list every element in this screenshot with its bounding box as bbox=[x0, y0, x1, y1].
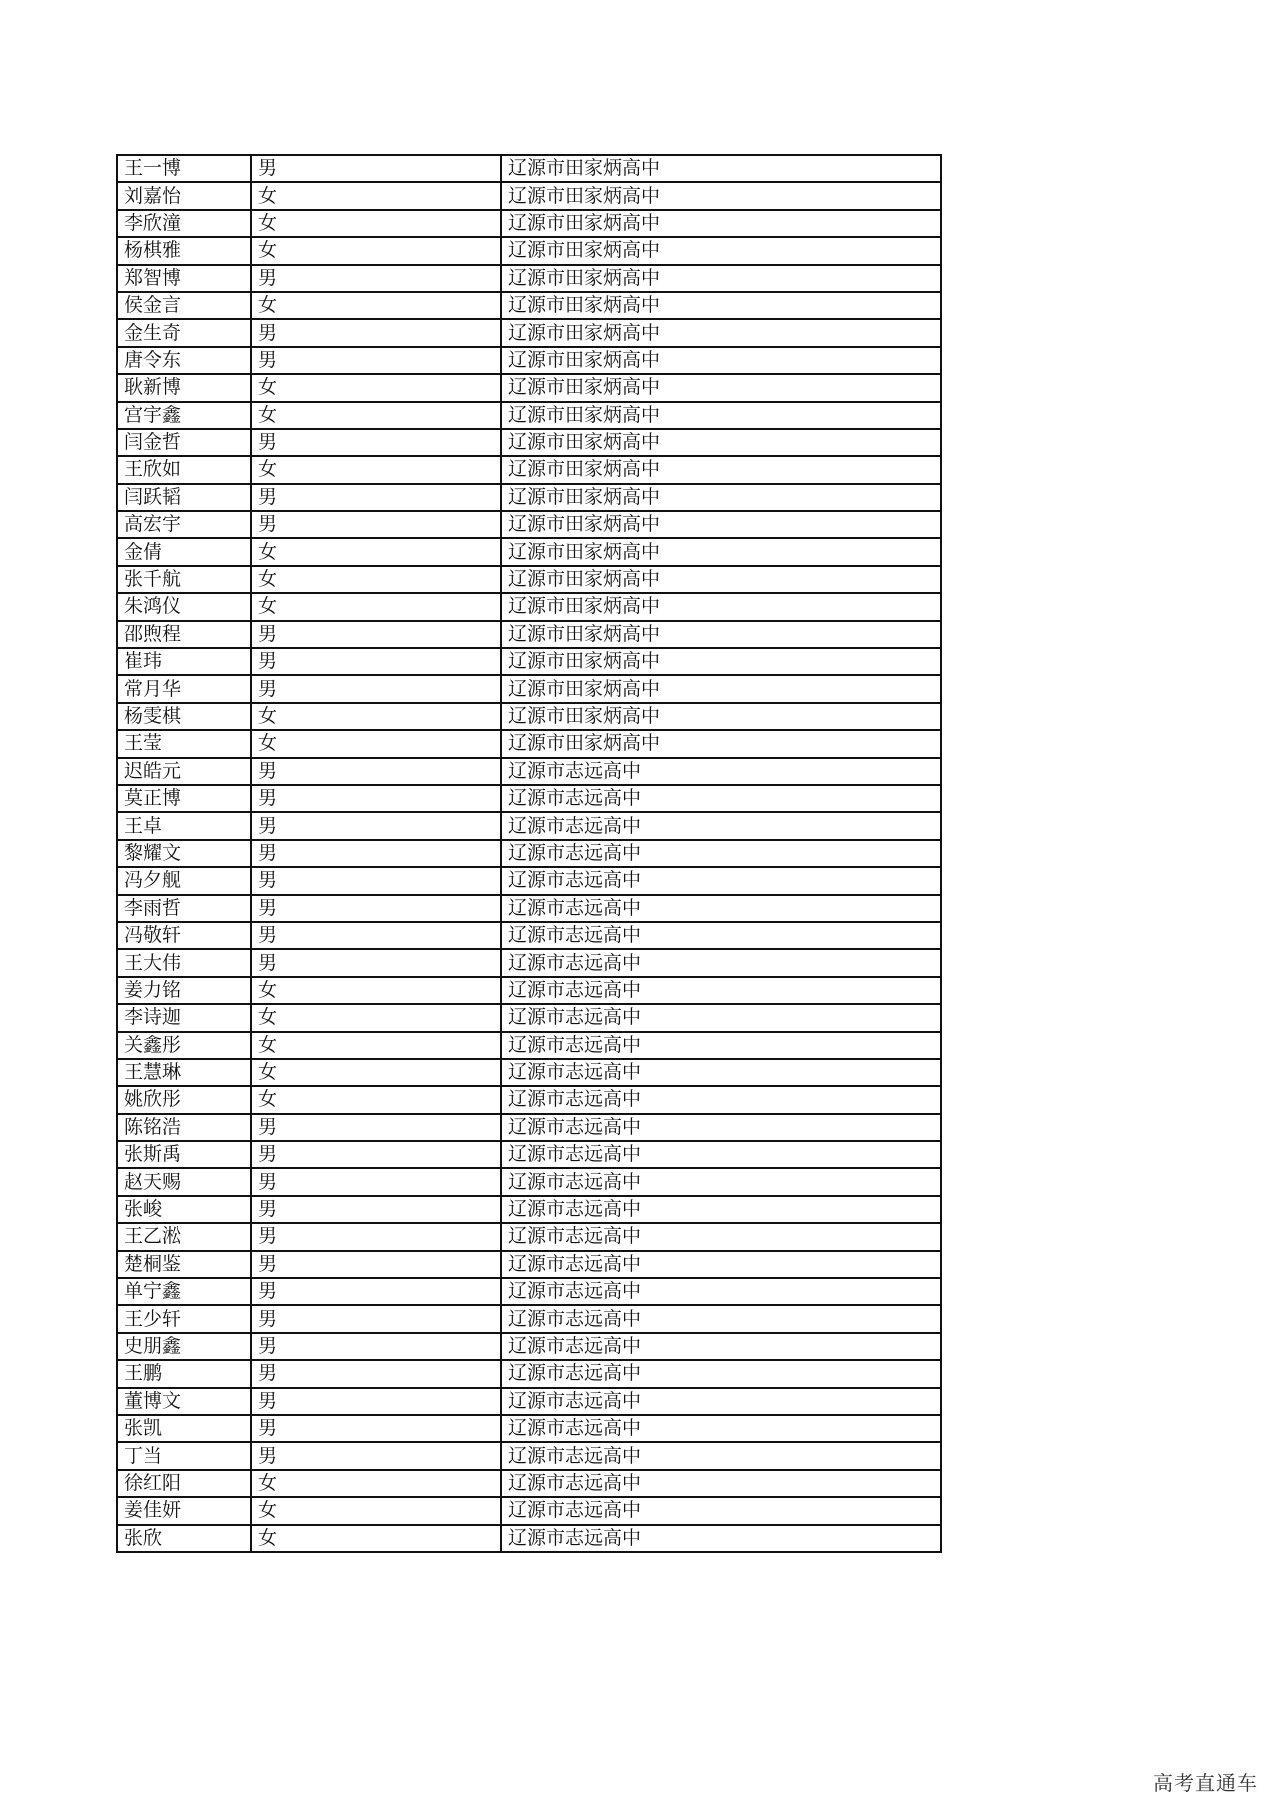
student-name-cell: 邵煦程 bbox=[117, 621, 251, 648]
student-name-cell: 王卓 bbox=[117, 812, 251, 839]
gender-cell: 男 bbox=[251, 1168, 501, 1195]
gender-cell: 女 bbox=[251, 402, 501, 429]
table-row bbox=[117, 538, 941, 565]
school-cell: 辽源市志远高中 bbox=[501, 1196, 941, 1223]
student-name-cell: 姚欣彤 bbox=[117, 1086, 251, 1113]
table-row bbox=[117, 1525, 941, 1552]
student-name-cell: 李诗迦 bbox=[117, 1004, 251, 1031]
school-cell: 辽源市志远高中 bbox=[501, 1388, 941, 1415]
table-row bbox=[117, 484, 941, 511]
gender-cell: 男 bbox=[251, 265, 501, 292]
gender-cell: 男 bbox=[251, 1305, 501, 1332]
school-cell: 辽源市志远高中 bbox=[501, 867, 941, 894]
gender-cell: 男 bbox=[251, 511, 501, 538]
gender-cell: 女 bbox=[251, 1086, 501, 1113]
table-row bbox=[117, 429, 941, 456]
table-row bbox=[117, 895, 941, 922]
student-name-cell: 张峻 bbox=[117, 1196, 251, 1223]
student-name-cell: 李雨哲 bbox=[117, 895, 251, 922]
school-cell: 辽源市田家炳高中 bbox=[501, 402, 941, 429]
gender-cell: 女 bbox=[251, 237, 501, 264]
school-cell: 辽源市志远高中 bbox=[501, 977, 941, 1004]
school-cell: 辽源市田家炳高中 bbox=[501, 511, 941, 538]
student-name-cell: 郑智博 bbox=[117, 265, 251, 292]
school-cell: 辽源市志远高中 bbox=[501, 1032, 941, 1059]
table-row bbox=[117, 922, 941, 949]
table-row bbox=[117, 1305, 941, 1332]
table-row bbox=[117, 1114, 941, 1141]
gender-cell: 男 bbox=[251, 1360, 501, 1387]
gender-cell: 男 bbox=[251, 922, 501, 949]
table-row bbox=[117, 703, 941, 730]
student-name-cell: 黎耀文 bbox=[117, 840, 251, 867]
student-name-cell: 王慧琳 bbox=[117, 1059, 251, 1086]
school-cell: 辽源市田家炳高中 bbox=[501, 703, 941, 730]
school-cell: 辽源市田家炳高中 bbox=[501, 347, 941, 374]
school-cell: 辽源市田家炳高中 bbox=[501, 566, 941, 593]
school-cell: 辽源市志远高中 bbox=[501, 812, 941, 839]
table-row bbox=[117, 730, 941, 757]
school-cell: 辽源市志远高中 bbox=[501, 949, 941, 976]
school-cell: 辽源市田家炳高中 bbox=[501, 237, 941, 264]
student-name-cell: 闫跃韬 bbox=[117, 484, 251, 511]
student-name-cell: 楚桐鉴 bbox=[117, 1251, 251, 1278]
gender-cell: 女 bbox=[251, 1032, 501, 1059]
table-row bbox=[117, 867, 941, 894]
school-cell: 辽源市田家炳高中 bbox=[501, 538, 941, 565]
gender-cell: 男 bbox=[251, 621, 501, 648]
student-name-cell: 金倩 bbox=[117, 538, 251, 565]
school-cell: 辽源市志远高中 bbox=[501, 785, 941, 812]
table-row bbox=[117, 265, 941, 292]
gender-cell: 女 bbox=[251, 730, 501, 757]
gender-cell: 女 bbox=[251, 566, 501, 593]
school-cell: 辽源市田家炳高中 bbox=[501, 648, 941, 675]
student-name-cell: 张欣 bbox=[117, 1525, 251, 1552]
table-row bbox=[117, 949, 941, 976]
table-row bbox=[117, 1415, 941, 1442]
student-name-cell: 姜佳妍 bbox=[117, 1497, 251, 1524]
student-name-cell: 赵天赐 bbox=[117, 1168, 251, 1195]
student-name-cell: 李欣潼 bbox=[117, 210, 251, 237]
gender-cell: 男 bbox=[251, 347, 501, 374]
table-row bbox=[117, 155, 941, 182]
student-name-cell: 莫正博 bbox=[117, 785, 251, 812]
student-name-cell: 耿新博 bbox=[117, 374, 251, 401]
table-row bbox=[117, 182, 941, 209]
student-name-cell: 董博文 bbox=[117, 1388, 251, 1415]
gender-cell: 女 bbox=[251, 1497, 501, 1524]
table-row bbox=[117, 1442, 941, 1469]
gender-cell: 男 bbox=[251, 429, 501, 456]
student-name-cell: 张千航 bbox=[117, 566, 251, 593]
school-cell: 辽源市志远高中 bbox=[501, 1305, 941, 1332]
student-name-cell: 杨雯棋 bbox=[117, 703, 251, 730]
school-cell: 辽源市田家炳高中 bbox=[501, 292, 941, 319]
table-row bbox=[117, 292, 941, 319]
student-name-cell: 刘嘉怡 bbox=[117, 182, 251, 209]
roster-table bbox=[116, 154, 942, 1553]
table-row bbox=[117, 1497, 941, 1524]
school-cell: 辽源市志远高中 bbox=[501, 1114, 941, 1141]
table-row bbox=[117, 566, 941, 593]
school-cell: 辽源市志远高中 bbox=[501, 1223, 941, 1250]
table-row bbox=[117, 977, 941, 1004]
table-row bbox=[117, 812, 941, 839]
table-row bbox=[117, 1470, 941, 1497]
gender-cell: 女 bbox=[251, 210, 501, 237]
gender-cell: 女 bbox=[251, 1525, 501, 1552]
watermark-text: 高考直通车 bbox=[1153, 1771, 1258, 1795]
student-name-cell: 冯夕舰 bbox=[117, 867, 251, 894]
gender-cell: 女 bbox=[251, 1004, 501, 1031]
gender-cell: 男 bbox=[251, 1415, 501, 1442]
table-row bbox=[117, 237, 941, 264]
gender-cell: 女 bbox=[251, 538, 501, 565]
gender-cell: 男 bbox=[251, 319, 501, 346]
student-name-cell: 王莹 bbox=[117, 730, 251, 757]
gender-cell: 女 bbox=[251, 374, 501, 401]
school-cell: 辽源市志远高中 bbox=[501, 1059, 941, 1086]
table-row bbox=[117, 1333, 941, 1360]
student-name-cell: 徐红阳 bbox=[117, 1470, 251, 1497]
table-row bbox=[117, 1196, 941, 1223]
school-cell: 辽源市志远高中 bbox=[501, 1470, 941, 1497]
student-name-cell: 唐令东 bbox=[117, 347, 251, 374]
table-row bbox=[117, 319, 941, 346]
school-cell: 辽源市田家炳高中 bbox=[501, 593, 941, 620]
table-row bbox=[117, 648, 941, 675]
gender-cell: 男 bbox=[251, 1196, 501, 1223]
gender-cell: 男 bbox=[251, 155, 501, 182]
school-cell: 辽源市志远高中 bbox=[501, 1278, 941, 1305]
table-row bbox=[117, 456, 941, 483]
gender-cell: 男 bbox=[251, 895, 501, 922]
gender-cell: 男 bbox=[251, 1141, 501, 1168]
school-cell: 辽源市田家炳高中 bbox=[501, 484, 941, 511]
student-name-cell: 高宏宇 bbox=[117, 511, 251, 538]
school-cell: 辽源市田家炳高中 bbox=[501, 265, 941, 292]
table-row bbox=[117, 1004, 941, 1031]
student-name-cell: 单宁鑫 bbox=[117, 1278, 251, 1305]
student-name-cell: 常月华 bbox=[117, 675, 251, 702]
table-row bbox=[117, 1251, 941, 1278]
table-row bbox=[117, 1032, 941, 1059]
gender-cell: 女 bbox=[251, 593, 501, 620]
gender-cell: 男 bbox=[251, 1251, 501, 1278]
school-cell: 辽源市田家炳高中 bbox=[501, 621, 941, 648]
table-row bbox=[117, 785, 941, 812]
table-row bbox=[117, 402, 941, 429]
student-name-cell: 崔玮 bbox=[117, 648, 251, 675]
table-row bbox=[117, 621, 941, 648]
school-cell: 辽源市志远高中 bbox=[501, 1442, 941, 1469]
school-cell: 辽源市田家炳高中 bbox=[501, 675, 941, 702]
student-name-cell: 王一博 bbox=[117, 155, 251, 182]
table-row bbox=[117, 840, 941, 867]
gender-cell: 女 bbox=[251, 703, 501, 730]
gender-cell: 男 bbox=[251, 675, 501, 702]
gender-cell: 男 bbox=[251, 484, 501, 511]
table-row bbox=[117, 374, 941, 401]
table-row bbox=[117, 675, 941, 702]
gender-cell: 男 bbox=[251, 1442, 501, 1469]
school-cell: 辽源市田家炳高中 bbox=[501, 210, 941, 237]
student-name-cell: 王欣如 bbox=[117, 456, 251, 483]
school-cell: 辽源市田家炳高中 bbox=[501, 319, 941, 346]
school-cell: 辽源市志远高中 bbox=[501, 895, 941, 922]
table-row bbox=[117, 1141, 941, 1168]
gender-cell: 男 bbox=[251, 758, 501, 785]
student-name-cell: 张凯 bbox=[117, 1415, 251, 1442]
student-name-cell: 王大伟 bbox=[117, 949, 251, 976]
student-name-cell: 张斯禹 bbox=[117, 1141, 251, 1168]
student-name-cell: 金生奇 bbox=[117, 319, 251, 346]
table-row bbox=[117, 1278, 941, 1305]
student-name-cell: 关鑫彤 bbox=[117, 1032, 251, 1059]
school-cell: 辽源市志远高中 bbox=[501, 1333, 941, 1360]
school-cell: 辽源市志远高中 bbox=[501, 1004, 941, 1031]
table-row bbox=[117, 1223, 941, 1250]
student-name-cell: 王乙淞 bbox=[117, 1223, 251, 1250]
gender-cell: 男 bbox=[251, 648, 501, 675]
gender-cell: 男 bbox=[251, 1114, 501, 1141]
school-cell: 辽源市田家炳高中 bbox=[501, 155, 941, 182]
student-name-cell: 闫金哲 bbox=[117, 429, 251, 456]
table-row bbox=[117, 1059, 941, 1086]
student-name-cell: 冯敬轩 bbox=[117, 922, 251, 949]
gender-cell: 男 bbox=[251, 867, 501, 894]
school-cell: 辽源市志远高中 bbox=[501, 1141, 941, 1168]
gender-cell: 女 bbox=[251, 292, 501, 319]
student-name-cell: 陈铭浩 bbox=[117, 1114, 251, 1141]
table-row bbox=[117, 1086, 941, 1113]
gender-cell: 男 bbox=[251, 785, 501, 812]
school-cell: 辽源市志远高中 bbox=[501, 1251, 941, 1278]
school-cell: 辽源市田家炳高中 bbox=[501, 182, 941, 209]
gender-cell: 女 bbox=[251, 1059, 501, 1086]
student-name-cell: 朱鸿仪 bbox=[117, 593, 251, 620]
student-name-cell: 宫宇鑫 bbox=[117, 402, 251, 429]
gender-cell: 女 bbox=[251, 977, 501, 1004]
table-row bbox=[117, 758, 941, 785]
school-cell: 辽源市志远高中 bbox=[501, 840, 941, 867]
gender-cell: 男 bbox=[251, 840, 501, 867]
roster-sheet bbox=[116, 154, 940, 1553]
table-row bbox=[117, 210, 941, 237]
school-cell: 辽源市志远高中 bbox=[501, 1525, 941, 1552]
school-cell: 辽源市田家炳高中 bbox=[501, 374, 941, 401]
gender-cell: 男 bbox=[251, 1278, 501, 1305]
student-name-cell: 姜力铭 bbox=[117, 977, 251, 1004]
table-row bbox=[117, 1360, 941, 1387]
gender-cell: 男 bbox=[251, 1333, 501, 1360]
school-cell: 辽源市志远高中 bbox=[501, 1497, 941, 1524]
school-cell: 辽源市志远高中 bbox=[501, 1168, 941, 1195]
school-cell: 辽源市志远高中 bbox=[501, 1086, 941, 1113]
student-name-cell: 王鹏 bbox=[117, 1360, 251, 1387]
school-cell: 辽源市田家炳高中 bbox=[501, 456, 941, 483]
gender-cell: 女 bbox=[251, 182, 501, 209]
student-name-cell: 史朋鑫 bbox=[117, 1333, 251, 1360]
school-cell: 辽源市志远高中 bbox=[501, 1415, 941, 1442]
school-cell: 辽源市田家炳高中 bbox=[501, 429, 941, 456]
school-cell: 辽源市田家炳高中 bbox=[501, 730, 941, 757]
table-row bbox=[117, 1168, 941, 1195]
school-cell: 辽源市志远高中 bbox=[501, 758, 941, 785]
student-name-cell: 迟皓元 bbox=[117, 758, 251, 785]
gender-cell: 男 bbox=[251, 949, 501, 976]
gender-cell: 男 bbox=[251, 1388, 501, 1415]
gender-cell: 男 bbox=[251, 812, 501, 839]
school-cell: 辽源市志远高中 bbox=[501, 1360, 941, 1387]
student-name-cell: 丁当 bbox=[117, 1442, 251, 1469]
gender-cell: 女 bbox=[251, 456, 501, 483]
school-cell: 辽源市志远高中 bbox=[501, 922, 941, 949]
table-row bbox=[117, 347, 941, 374]
student-name-cell: 侯金言 bbox=[117, 292, 251, 319]
table-row bbox=[117, 511, 941, 538]
gender-cell: 男 bbox=[251, 1223, 501, 1250]
student-name-cell: 杨棋雅 bbox=[117, 237, 251, 264]
gender-cell: 女 bbox=[251, 1470, 501, 1497]
student-name-cell: 王少轩 bbox=[117, 1305, 251, 1332]
roster-body bbox=[117, 155, 941, 1552]
table-row bbox=[117, 1388, 941, 1415]
table-row bbox=[117, 593, 941, 620]
